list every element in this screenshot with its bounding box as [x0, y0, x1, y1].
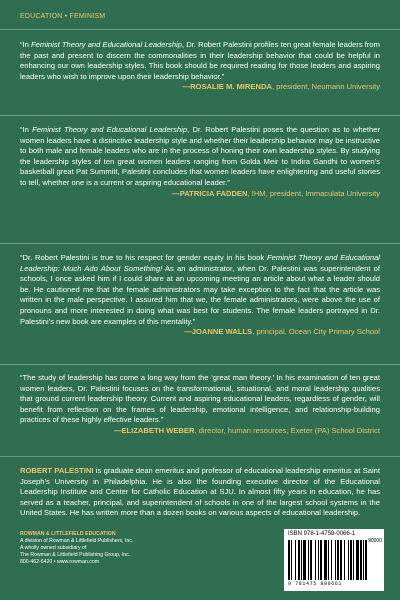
quote-attribution: [20, 426, 380, 437]
category-feminism: FEMINISM: [69, 13, 106, 20]
quote-author-role: , president, Neumann University: [271, 82, 380, 92]
publisher-line: A wholly owned subsidiary of: [20, 545, 87, 552]
quote-book-title: Feminist Theory and Educational Leadership: Much Ado About Something!: [20, 253, 380, 273]
quote-1: [20, 40, 380, 93]
quote-text: “In: [20, 125, 33, 134]
quote-book-title: Feminist Theory and Educational Leadership: [32, 125, 188, 134]
publisher-name: ROWMAN & LITTLEFIELD EDUCATION: [20, 531, 116, 537]
divider: [0, 364, 400, 365]
barcode-bars: [288, 540, 380, 582]
barcode-digits: 9 781475 800661: [288, 581, 343, 587]
quote-text: “Dr. Robert Palestini is true to his respect for gender equity in his book: [20, 253, 267, 262]
quote-author: —JOANNE WALLS: [184, 327, 253, 337]
quote-attribution: [20, 189, 380, 200]
divider: [0, 243, 400, 244]
quote-text: , Dr. Robert Palestini poses the question as to whether women leaders have a distinctive leadership style and whether their leadership behavior may be instructive to both male and female leaders who are in the process of honing their own leadership styles. By studying the leadership styles of ten great women leaders ranging from Golda Meir to Indira Gandhi to women’s basketball great Pat Summitt, Palestini concludes that women leaders have enlightening and useful stories to tell, whether one is a current or aspiring educational leader.”: [20, 125, 380, 187]
category-education: EDUCATION: [20, 13, 63, 20]
publisher-contact: 800-462-6420 • www.rowman.com: [20, 559, 100, 566]
quote-author: —PATRICIA FADDEN: [172, 188, 248, 198]
quote-3: [20, 253, 380, 338]
quote-text: “In: [20, 40, 32, 49]
quote-text: “The study of leadership has come a long way from the ‘great man theory.’ In his examination of ten great women leaders, Dr. Palestini focuses on the transformational, situational, and moral leadership qualities that ground current leadership theory. Current and aspiring educational leaders, regardless of gender, will benefit from reflection on the frames of leadership, emotional intelligence, and relationship-building practices of these highly effective leaders.”: [20, 373, 380, 425]
quote-author-role: , director, human resources, Exeter (PA) School District: [194, 425, 380, 435]
quote-attribution: [20, 327, 380, 338]
divider: [0, 115, 400, 116]
quote-2: [20, 125, 380, 199]
quote-author: —ELIZABETH WEBER: [113, 425, 195, 435]
quote-4: [20, 373, 380, 437]
publisher-line: The Rowman & Littlefield Publishing Group, Inc.: [20, 552, 131, 559]
barcode: [284, 529, 384, 591]
price-code: 90000: [368, 538, 382, 544]
author-name: ROBERT PALESTINI: [20, 466, 94, 475]
author-bio: [20, 466, 380, 519]
quote-text: , Dr. Robert Palestini profiles ten great female leaders from the past and present to discern the commonalities in their leadership behavior that could be helpful in enhancing our own leadership styles. This book should be required reading for those leaders and aspiring leaders who wish to improve upon their leadership behavior.”: [20, 40, 380, 81]
quote-text: As an administrator, when Dr. Palestini was superintendent of schools, I once asked him if I could share at an upcoming meeting an article about what a leader should be. He cautioned me that the female administrators may take exception to the fact that the article was written in the male perspective. I assured him that we, the female administrators, were above the use of pronouns and more interested in doing what was best for students. The female leaders portrayed in Dr. Palestini’s new book are examples of this mentality.”: [20, 263, 380, 326]
divider-top: [0, 29, 400, 30]
publisher-info: [20, 531, 133, 566]
publisher-line: A division of Rowman & Littlefield Publishers, Inc.: [20, 538, 134, 545]
quote-attribution: [20, 82, 380, 93]
quote-author: —ROSALIE M. MIRENDA: [182, 82, 272, 92]
quote-book-title: Feminist Theory and Educational Leadership: [31, 40, 182, 49]
quote-author-role: , IHM, president, Immaculata University: [247, 188, 380, 198]
category-header: [20, 13, 105, 20]
divider: [0, 456, 400, 457]
quote-author-role: , principal, Ocean City Primary School: [252, 327, 380, 337]
category-separator: •: [64, 13, 68, 20]
isbn-label: ISBN 978-1-4758-0066-1: [288, 531, 356, 537]
author-bio-text: is graduate dean emeritus and professor of educational leadership emeritus at Saint Joseph’s University in Philadelphia. He is also the founding executive director of the Educational Leadership Institute and Center for Catholic Education at SJU. In almost fifty years in education, he has served as a teacher, principal, and superintendent of schools in one of the largest school systems in the United States. He has written more than a dozen books on various aspects of educational leadership.: [20, 466, 380, 518]
